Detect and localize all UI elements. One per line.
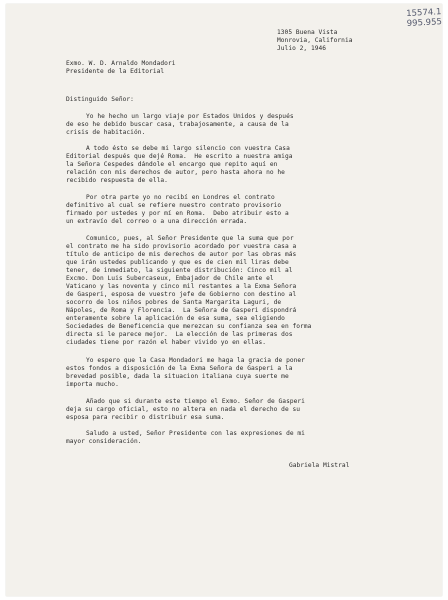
address-street: 1305 Buena Vista xyxy=(277,29,338,36)
paragraph-2-line: recibido respuesta de ella. xyxy=(66,177,168,184)
paragraph-6-line: deja su cargo oficial, esto no altera en nada el derecho de su xyxy=(66,406,301,413)
paragraph-4-line: de Gasperi, esposa de vuestro jefe de Gobierno con destino al xyxy=(66,291,297,298)
paragraph-4-line: Excmo. Don Luis Subercaseux, Embajador de Chile ante el xyxy=(66,275,274,282)
paragraph-4-line: Nápoles, de Roma y Florencia. La Señora de Gasperi dispondrá xyxy=(66,307,297,314)
paragraph-2-line: Editorial después que dejé Roma. He escrito a nuestra amiga xyxy=(66,153,293,160)
paragraph-1-line: Yo he hecho un largo viaje por Estados Unidos y después xyxy=(86,113,294,120)
paragraph-1-line: de eso he debido buscar casa, trabajosamente, a causa de la xyxy=(66,121,289,128)
letter-date: Julio 2, 1946 xyxy=(277,45,327,52)
letter-page xyxy=(6,4,442,596)
catalog-number-1: 15574.1 xyxy=(406,7,442,19)
paragraph-4-line: que irán ustedes publicando y que es de cien mil liras debe xyxy=(66,259,289,266)
paragraph-5-line: estos fondos a disposición de la Exma Señora de Gasperi a la xyxy=(66,365,293,372)
paragraph-2-line: la Señora Cespedes dándole el encargo que repito aquí en xyxy=(66,161,278,168)
signature-name: Gabriela Mistral xyxy=(289,462,350,469)
paragraph-4-line: enteramente sobre la aplicación de esa suma, sea eligiendo xyxy=(66,315,285,322)
paragraph-4-line: título de anticipo de mis derechos de autor por las obras más xyxy=(66,251,297,258)
paragraph-4-line: tener, de inmediato, la siguiente distribución: Cinco mil al xyxy=(66,267,293,274)
paragraph-6-line: Añado que si durante este tiempo el Exmo. Señor de Gasperi xyxy=(86,398,305,405)
address-city: Monrovia, California xyxy=(277,37,353,44)
paragraph-6-line: esposa para recibir o distribuir esa suma. xyxy=(66,414,225,421)
letter-text xyxy=(6,4,442,596)
paragraph-3-line: firmado por ustedes y por mí en Roma. Debo atribuir esto a xyxy=(66,210,289,217)
paragraph-3-line: Por otra parte yo no recibí en Londres el contrato xyxy=(86,194,275,201)
paragraph-5-line: Yo espero que la Casa Mondadori me haga la gracia de poner xyxy=(86,357,305,364)
paragraph-4-line: el contrato me ha sido provisorio acordado por vuestra casa a xyxy=(66,243,297,250)
recipient-name: Exmo. W. D. Arnaldo Mondadori xyxy=(66,60,176,67)
paragraph-4-line: directa si le parece mejor. La elección de las primeras dos xyxy=(66,331,293,338)
paragraph-4-line: socorro de los niños pobres de Santa Margarita Laguri, de xyxy=(66,299,282,306)
recipient-title: Presidente de la Editorial xyxy=(66,68,165,75)
closing-line: Saludo a usted, Señor Presidente con las expresiones de mi xyxy=(86,430,305,437)
salutation: Distinguido Señor: xyxy=(66,96,134,103)
paragraph-4-line: Comunico, pues, al Señor Presidente que la suma que por xyxy=(86,235,294,242)
paragraph-4-line: Sociedades de Beneficencia que merezcan su confianza sea en forma xyxy=(66,323,312,330)
paragraph-2-line: A todo ésto se debe mi largo silencio con vuestra Casa xyxy=(86,145,290,152)
paragraph-1-line: crisis de habitación. xyxy=(66,129,146,136)
paragraph-5-line: importa mucho. xyxy=(66,381,119,388)
paragraph-4-line: Vaticano y las noventa y cinco mil restantes a la Exma Señora xyxy=(66,283,297,290)
paragraph-4-line: ciudades tiene por razón el haber vivido yo en ellas. xyxy=(66,339,267,346)
catalog-number-2: 995.955 xyxy=(406,17,442,29)
paragraph-2-line: relación con mis derechos de autor, pero hasta ahora no he xyxy=(66,169,285,176)
paragraph-5-line: brevedad posible, dada la situacion italiana cuya suerte me xyxy=(66,373,289,380)
closing-line: mayor consideración. xyxy=(66,438,142,445)
paragraph-3-line: un extravío del correo o a una dirección errada. xyxy=(66,218,248,225)
paragraph-3-line: definitivo al cual se refiere nuestro contrato provisorio xyxy=(66,202,282,209)
